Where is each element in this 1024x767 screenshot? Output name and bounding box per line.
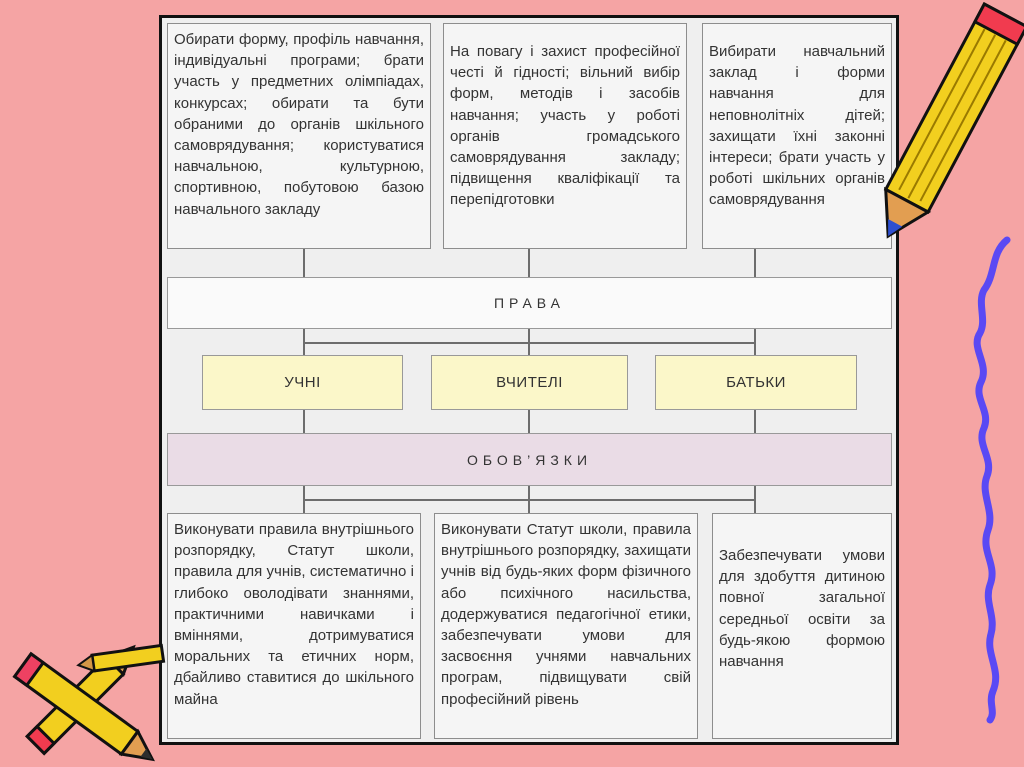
scribble-line xyxy=(960,240,1016,720)
duties-box-teachers: Виконувати Статут школи, правила внутрішнього розпорядку, захищати учнів від будь-яких форм фізичного або психічного насильства, додержуватися педагогічної етики, забезпечувати умови для засвоєння учнями навчальних програм, підвищувати свій професійний рівень xyxy=(434,513,698,739)
connector-right-2 xyxy=(528,249,530,277)
rights-header: ПРАВА xyxy=(167,277,892,329)
connector-duty-stub-2 xyxy=(528,486,530,513)
pencil-icon xyxy=(0,617,170,767)
pencil-icon xyxy=(865,0,1015,260)
group-teachers: ВЧИТЕЛІ xyxy=(431,355,628,410)
connector-duty-stub-1 xyxy=(303,486,305,513)
rights-duties-diagram xyxy=(159,15,899,745)
rights-box-parents: Вибирати навчальний заклад і форми навчання для неповнолітніх дітей; захищати їхні законні інтереси; брати участь у роботі шкільних органів самоврядування xyxy=(702,23,892,249)
rights-box-students: Обирати форму, профіль навчання, індивідуальні програми; брати участь у предметних олімпіадах, конкурсах; обирати та бути обраними до органів шкільного самоврядування; користуватися навчальною, культурною, спортивною, побутовою базою навчального закладу xyxy=(167,23,431,249)
connector-right-1 xyxy=(303,249,305,277)
connector-rights-stub-1 xyxy=(303,329,305,355)
connector-groups-to-duties-1 xyxy=(303,410,305,433)
connector-groups-to-duties-3 xyxy=(754,410,756,433)
duties-box-parents: Забезпечувати умови для здобуття дитиною повної загальної середньої освіти за будь-якою формою навчання xyxy=(712,513,892,739)
duties-box-students: Виконувати правила внутрішнього розпорядку, Статут школи, правила для учнів, систематично і глибоко оволодівати знаннями, практичними навичками і вміннями, дотримуватися моральних та етичних норм, дбайливо ставитися до шкільного майна xyxy=(167,513,421,739)
connector-groups-to-duties-2 xyxy=(528,410,530,433)
connector-duty-stub-3 xyxy=(754,486,756,513)
duties-header: ОБОВ’ЯЗКИ xyxy=(167,433,892,486)
rights-box-teachers: На повагу і захист професійної честі й гідності; вільний вибір форм, методів і засобів навчання; участь у роботі органів громадського самоврядування закладу; підвищення кваліфікації та перепідготовки xyxy=(443,23,687,249)
group-students: УЧНІ xyxy=(202,355,403,410)
connector-rights-stub-2 xyxy=(528,329,530,355)
group-parents: БАТЬКИ xyxy=(655,355,857,410)
connector-rights-stub-3 xyxy=(754,329,756,355)
connector-right-3 xyxy=(754,249,756,277)
